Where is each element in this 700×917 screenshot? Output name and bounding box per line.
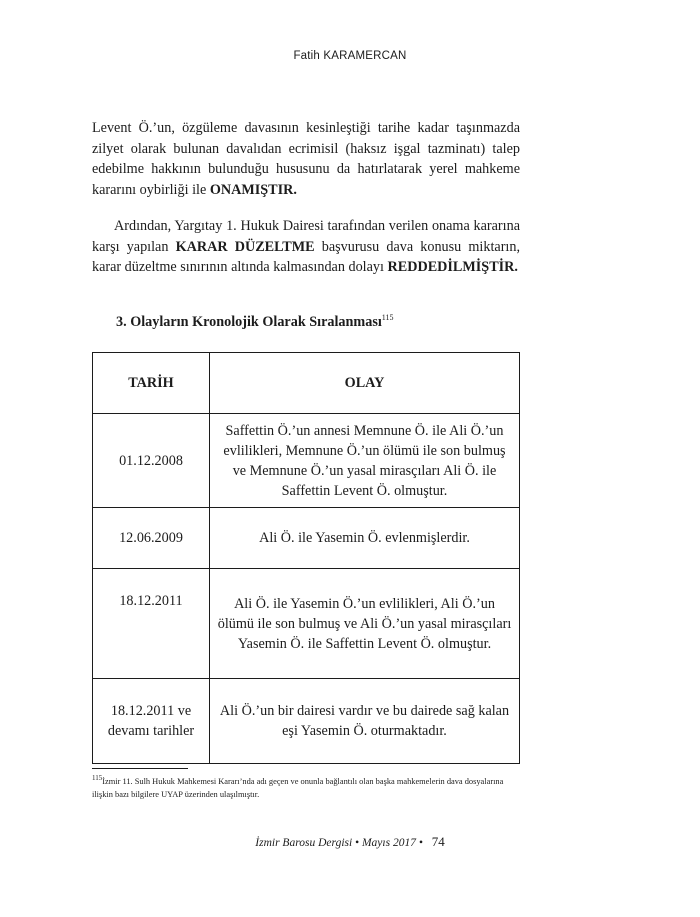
footnote	[92, 772, 522, 801]
footnote-divider	[92, 768, 188, 769]
footnote-text: İzmir 11. Sulh Hukuk Mahkemesi Kararı’nda adı geçen ve onunla bağlantılı olan başka mahkemelerin dava dosyalarına ilişkin bazı bilgilere UYAP üzerinden ulaşılmıştır.	[92, 776, 504, 799]
section-heading-text: 3. Olayların Kronolojik Olarak Sıralanması	[116, 314, 382, 330]
table-header-event: OLAY	[210, 353, 520, 414]
table-cell-date: 12.06.2009	[93, 508, 210, 569]
journal-name: İzmir Barosu Dergisi • Mayıs 2017 •	[255, 837, 423, 849]
page-footer	[0, 834, 700, 850]
chronology-table	[92, 352, 520, 764]
running-header: Fatih KARAMERCAN	[293, 50, 407, 62]
table-row	[93, 508, 520, 569]
paragraph-approval-bold: ONAMIŞTIR.	[209, 181, 297, 198]
table-cell-event: Ali Ö.’un bir dairesi vardır ve bu dairede sağ kalan eşi Yasemin Ö. oturmaktadır.	[210, 679, 520, 764]
paragraph-rejection-bold-2: REDDEDİLMİŞTİR.	[387, 259, 518, 275]
paragraph-rejection-text-2: başvurusu dava konusu miktarın, karar düzeltme sınırının altında kalmasından dolayı	[92, 238, 520, 275]
paragraph-rejection-text-1: Ardından, Yargıtay 1. Hukuk Dairesi tarafından verilen onama kararına karşı yapılan	[92, 218, 520, 255]
table-row	[93, 569, 520, 679]
table-cell-date: 18.12.2011	[93, 569, 210, 679]
table-cell-event: Ali Ö. ile Yasemin Ö.’un evlilikleri, Ali Ö.’un ölümü ile son bulmuş ve Ali Ö.’un yasal mirasçıları Yasemin Ö. ile Saffettin Levent Ö. olmuştur.	[210, 569, 520, 679]
page-number: 74	[431, 834, 445, 849]
paragraph-rejection	[92, 216, 520, 278]
table-row	[93, 679, 520, 764]
footnote-reference[interactable]: 115	[381, 313, 394, 322]
table-cell-date: 18.12.2011 ve devamı tarihler	[93, 679, 210, 764]
paragraph-rejection-bold-1: KARAR DÜZELTME	[175, 238, 315, 255]
paragraph-approval-text: Levent Ö.’un, özgüleme davasının kesinleştiği tarihe kadar taşınmazda zilyet olarak bulunan davalıdan ecrimisil (haksız işgal tazminatı) talep edebilme hakkının bulunduğu hususunu da hatırlatarak yerel mahkeme kararını oybirliği ile	[92, 120, 520, 198]
paragraph-approval	[92, 118, 520, 200]
table-cell-event: Ali Ö. ile Yasemin Ö. evlenmişlerdir.	[210, 508, 520, 569]
table-header-date: TARİH	[93, 353, 210, 414]
table-cell-date: 01.12.2008	[93, 414, 210, 508]
section-heading	[116, 314, 393, 331]
table-header-row	[93, 353, 520, 414]
footnote-number: 115	[92, 774, 103, 782]
table-cell-event: Saffettin Ö.’un annesi Memnune Ö. ile Ali Ö.’un evlilikleri, Memnune Ö.’un ölümü ile son bulmuş ve Memnune Ö.’un yasal mirasçıları Ali Ö. ile Saffettin Levent Ö. olmuştur.	[210, 414, 520, 508]
table-row	[93, 414, 520, 508]
